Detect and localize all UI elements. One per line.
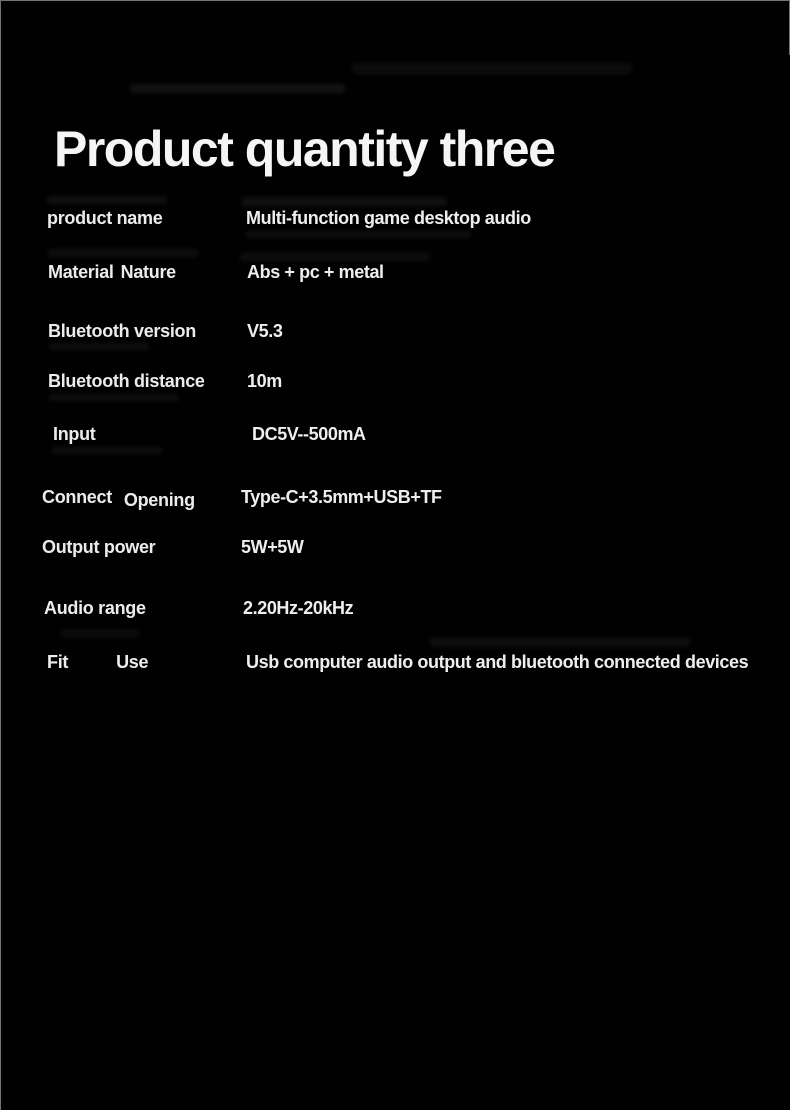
spec-value: Type-C+3.5mm+USB+TF [241, 486, 442, 507]
ghost-artifact [49, 343, 149, 350]
ghost-artifact [130, 84, 345, 93]
spec-value: 5W+5W [241, 536, 304, 557]
spec-label: Output power [42, 536, 156, 557]
spec-label: Bluetooth distance [48, 370, 205, 391]
spec-label: Audio range [44, 597, 146, 618]
spec-row-material [42, 260, 782, 284]
ghost-artifact [49, 394, 179, 401]
ghost-artifact [430, 638, 690, 647]
spec-label: Fit Use [47, 651, 149, 672]
spec-value: V5.3 [247, 320, 283, 341]
spec-row-bluetooth-version [42, 319, 782, 343]
spec-value: Multi-function game desktop audio [246, 207, 531, 228]
spec-label: product name [47, 207, 163, 228]
ghost-artifact [48, 249, 198, 257]
ghost-artifact [242, 197, 447, 206]
spec-value: 10m [247, 370, 282, 391]
screenshot-edge-top [0, 0, 790, 1]
page-title: Product quantity three [54, 120, 555, 177]
spec-value: Usb computer audio output and bluetooth connected devices [246, 651, 749, 672]
spec-label: Material Nature [48, 261, 176, 282]
screenshot-edge-left [0, 0, 1, 1110]
spec-row-bluetooth-distance [42, 369, 782, 393]
spec-row-product-name [42, 206, 782, 230]
spec-label: Connect Opening [42, 486, 195, 510]
ghost-artifact [52, 447, 162, 454]
spec-row-connect-opening [42, 485, 782, 509]
spec-row-input [42, 422, 782, 446]
spec-label: Bluetooth version [48, 320, 196, 341]
spec-value: Abs + pc + metal [247, 261, 384, 282]
spec-value: DC5V--500mA [252, 423, 366, 444]
ghost-artifact [246, 231, 471, 238]
ghost-artifact [352, 63, 632, 74]
ghost-artifact [47, 196, 167, 204]
spec-value: 2.20Hz-20kHz [243, 597, 354, 618]
spec-row-audio-range [42, 596, 782, 620]
spec-label: Input [53, 423, 96, 444]
spec-row-output-power [42, 535, 782, 559]
spec-row-fit-use [42, 650, 782, 674]
ghost-artifact [60, 630, 140, 637]
